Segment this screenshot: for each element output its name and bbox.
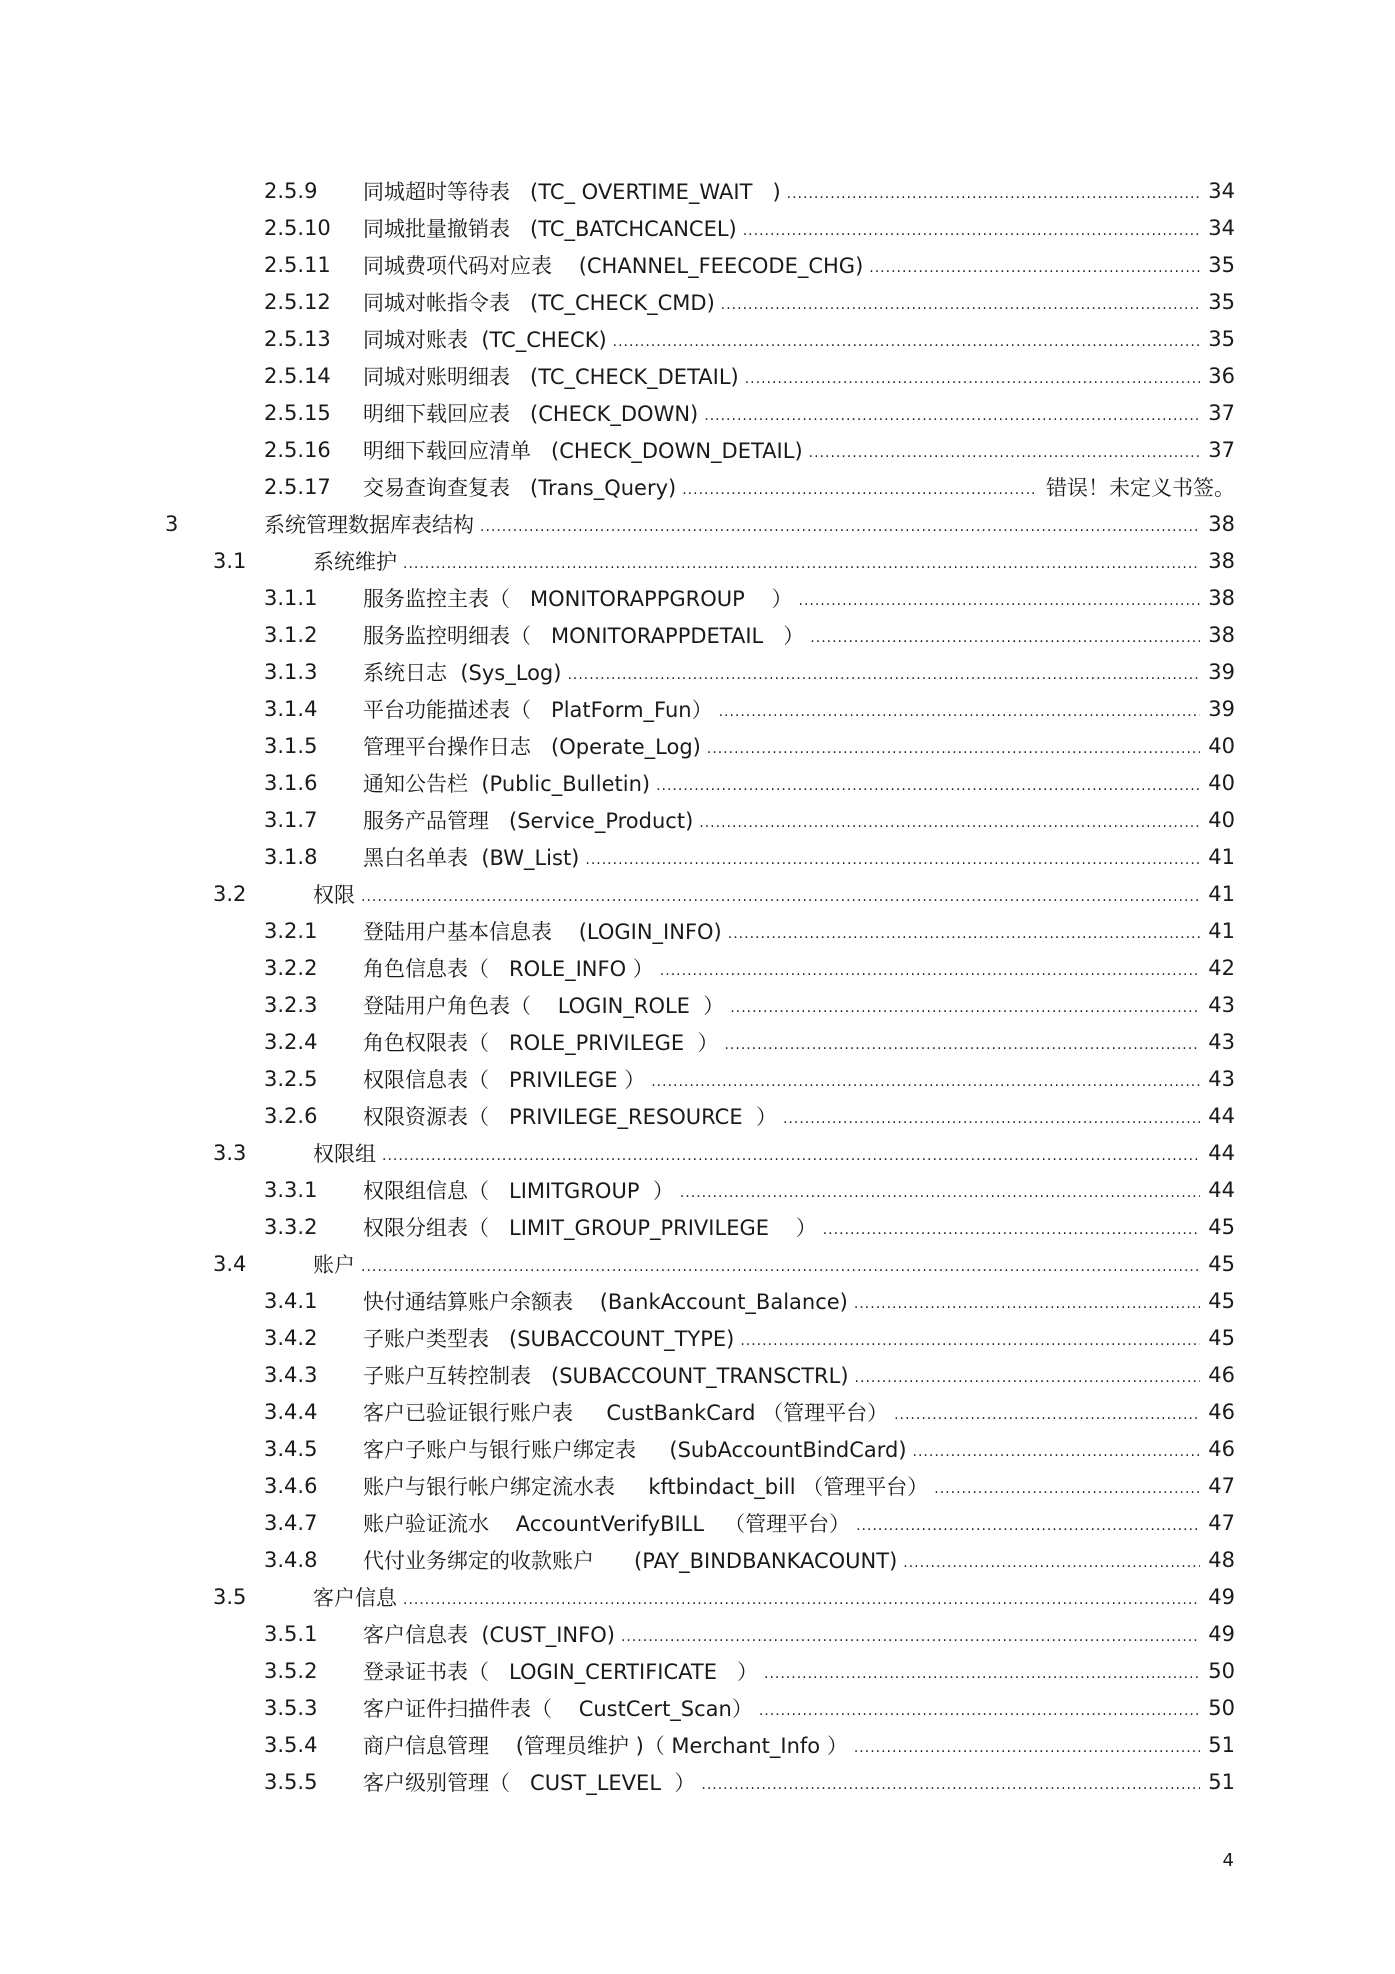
dot-leader <box>403 1586 1200 1608</box>
toc-entry-number: 3.5.3 <box>264 1695 318 1720</box>
toc-entry-body <box>363 1508 1235 1538</box>
toc-entry-body <box>363 731 1235 761</box>
toc-entry-number: 3.4.1 <box>264 1288 318 1313</box>
dot-leader <box>730 994 1200 1016</box>
toc-entry-title: 明细下载回应清单 (CHECK_DOWN_DETAIL) <box>363 438 803 463</box>
toc-entry-title: 同城对帐指令表 (TC_CHECK_CMD) <box>363 290 715 315</box>
toc-entry[interactable] <box>0 838 1395 875</box>
dot-leader <box>660 957 1200 979</box>
toc-entry[interactable] <box>0 1763 1395 1800</box>
toc-entry-title: 管理平台操作日志 (Operate_Log) <box>363 734 701 759</box>
toc-entry[interactable] <box>0 209 1395 246</box>
toc-entry-number: 2.5.12 <box>264 289 331 314</box>
toc-entry-page: 34 <box>1208 178 1235 203</box>
dot-leader <box>783 1105 1200 1127</box>
toc-entry-body <box>313 546 1235 576</box>
toc-entry[interactable] <box>0 1541 1395 1578</box>
toc-entry-number: 3.2.4 <box>264 1029 318 1054</box>
toc-entry-title: 系统管理数据库表结构 <box>264 512 474 537</box>
toc-entry[interactable] <box>0 912 1395 949</box>
toc-entry-page: 40 <box>1208 807 1235 832</box>
toc-entry[interactable] <box>0 542 1395 579</box>
toc-entry-number: 3.2.6 <box>264 1103 318 1128</box>
toc-entry-page: 45 <box>1208 1288 1235 1313</box>
toc-entry-number: 2.5.14 <box>264 363 331 388</box>
toc-entry[interactable] <box>0 1282 1395 1319</box>
toc-entry-page: 35 <box>1208 252 1235 277</box>
toc-entry-page: 46 <box>1208 1362 1235 1387</box>
toc-entry-title: 子账户互转控制表 (SUBACCOUNT_TRANSCTRL) <box>363 1363 849 1388</box>
toc-entry[interactable] <box>0 986 1395 1023</box>
dot-leader <box>903 1549 1200 1571</box>
toc-entry-title: 子账户类型表 (SUBACCOUNT_TYPE) <box>363 1326 735 1351</box>
toc-entry-number: 2.5.15 <box>264 400 331 425</box>
toc-entry-page: 45 <box>1208 1214 1235 1239</box>
dot-leader <box>728 920 1201 942</box>
toc-entry-title: 服务监控主表（ MONITORAPPGROUP ） <box>363 586 793 611</box>
dot-leader <box>856 1512 1200 1534</box>
toc-entry[interactable] <box>0 1319 1395 1356</box>
toc-entry-title: 快付通结算账户余额表 (BankAccount_Balance) <box>363 1289 848 1314</box>
toc-entry[interactable] <box>0 1023 1395 1060</box>
toc-entry-page: 37 <box>1208 400 1235 425</box>
toc-entry-number: 3.2 <box>213 881 247 906</box>
toc-entry[interactable] <box>0 1134 1395 1171</box>
toc-entry-number: 3.1.1 <box>264 585 318 610</box>
toc-entry-page: 44 <box>1208 1103 1235 1128</box>
toc-entry-title: 登陆用户基本信息表 (LOGIN_INFO) <box>363 919 722 944</box>
toc-entry-number: 3.1.4 <box>264 696 318 721</box>
toc-entry-page: 51 <box>1208 1732 1235 1757</box>
toc-entry-page: 39 <box>1208 659 1235 684</box>
toc-entry-title: 同城超时等待表 (TC_ OVERTIME_WAIT ) <box>363 179 781 204</box>
toc-entry-number: 3.1.8 <box>264 844 318 869</box>
toc-entry-body <box>363 1212 1235 1242</box>
toc-entry-number: 3.1.6 <box>264 770 318 795</box>
dot-leader <box>854 1734 1200 1756</box>
dot-leader <box>651 1068 1200 1090</box>
toc-entry-title: 服务监控明细表（ MONITORAPPDETAIL ） <box>363 623 805 648</box>
toc-entry[interactable] <box>0 394 1395 431</box>
dot-leader <box>823 1216 1201 1238</box>
toc-entry-title: 登录证书表（ LOGIN_CERTIFICATE ） <box>363 1659 758 1684</box>
toc-entry-page: 35 <box>1208 326 1235 351</box>
dot-leader <box>721 291 1200 313</box>
toc-entry-body <box>363 250 1235 280</box>
toc-entry-number: 3.5.2 <box>264 1658 318 1683</box>
toc-entry-body <box>363 1027 1235 1057</box>
toc-entry-page: 47 <box>1208 1510 1235 1535</box>
toc-entry-title: 系统日志 (Sys_Log) <box>363 660 562 685</box>
toc-entry-number: 3.4.5 <box>264 1436 318 1461</box>
toc-entry-title: 同城费项代码对应表 (CHANNEL_FEECODE_CHG) <box>363 253 864 278</box>
dot-leader <box>743 217 1201 239</box>
toc-entry-body <box>363 1175 1235 1205</box>
dot-leader <box>701 1771 1200 1793</box>
toc-entry-page: 38 <box>1208 622 1235 647</box>
toc-entry-body <box>363 287 1235 317</box>
toc-entry-number: 3.4.6 <box>264 1473 318 1498</box>
toc-entry-title: 权限 <box>313 882 355 907</box>
toc-entry[interactable] <box>0 949 1395 986</box>
dot-leader <box>361 883 1200 905</box>
toc-entry-body <box>363 324 1235 354</box>
toc-entry-body <box>363 1323 1235 1353</box>
dot-leader <box>809 439 1201 461</box>
toc-entry-page: 46 <box>1208 1436 1235 1461</box>
table-of-contents <box>0 172 1395 1800</box>
toc-entry-number: 3.4.2 <box>264 1325 318 1350</box>
toc-entry[interactable] <box>0 579 1395 616</box>
toc-entry-title: 客户信息表 (CUST_INFO) <box>363 1622 615 1647</box>
toc-entry-page: 45 <box>1208 1325 1235 1350</box>
toc-entry[interactable] <box>0 801 1395 838</box>
toc-entry-title: 账户验证流水 AccountVerifyBILL （管理平台） <box>363 1511 851 1536</box>
toc-entry-body <box>313 1249 1235 1279</box>
toc-entry-body <box>363 361 1235 391</box>
toc-entry[interactable] <box>0 875 1395 912</box>
toc-entry[interactable] <box>0 1171 1395 1208</box>
toc-entry-page: 34 <box>1208 215 1235 240</box>
dot-leader <box>680 1179 1200 1201</box>
toc-entry-number: 3.3.1 <box>264 1177 318 1202</box>
toc-entry-number: 3.5 <box>213 1584 247 1609</box>
toc-entry[interactable] <box>0 357 1395 394</box>
toc-entry-number: 2.5.13 <box>264 326 331 351</box>
toc-entry-page: 38 <box>1208 548 1235 573</box>
toc-entry-body <box>363 916 1235 946</box>
toc-entry[interactable] <box>0 1467 1395 1504</box>
toc-entry-title: 权限组信息（ LIMITGROUP ） <box>363 1178 674 1203</box>
toc-entry[interactable] <box>0 1652 1395 1689</box>
toc-entry-body <box>363 1397 1235 1427</box>
toc-entry-title: 交易查询查复表 (Trans_Query) <box>363 475 677 500</box>
toc-entry-number: 3.2.5 <box>264 1066 318 1091</box>
dot-leader <box>745 365 1201 387</box>
toc-entry[interactable] <box>0 1504 1395 1541</box>
dot-leader <box>810 624 1200 646</box>
toc-entry-body <box>363 1545 1235 1575</box>
toc-entry-number: 3.5.1 <box>264 1621 318 1646</box>
toc-entry-title: 登陆用户角色表（ LOGIN_ROLE ） <box>363 993 725 1018</box>
toc-entry[interactable] <box>0 1615 1395 1652</box>
dot-leader <box>913 1438 1201 1460</box>
toc-entry[interactable] <box>0 1097 1395 1134</box>
toc-entry[interactable] <box>0 1578 1395 1615</box>
toc-entry-page: 36 <box>1208 363 1235 388</box>
toc-entry-body <box>264 509 1235 539</box>
toc-entry[interactable] <box>0 468 1395 505</box>
toc-entry-title: 商户信息管理 (管理员维护 )（ Merchant_Info ） <box>363 1733 848 1758</box>
dot-leader <box>567 661 1200 683</box>
toc-entry-number: 3.4.8 <box>264 1547 318 1572</box>
toc-entry-page: 50 <box>1208 1658 1235 1683</box>
toc-entry-title: 服务产品管理 (Service_Product) <box>363 808 694 833</box>
toc-entry-body <box>363 583 1235 613</box>
dot-leader <box>704 402 1200 424</box>
toc-entry-page: 51 <box>1208 1769 1235 1794</box>
toc-entry-body <box>363 657 1235 687</box>
toc-entry-page: 49 <box>1208 1621 1235 1646</box>
toc-entry-body <box>363 398 1235 428</box>
toc-entry-body <box>363 1656 1235 1686</box>
toc-entry-number: 3.1.7 <box>264 807 318 832</box>
toc-entry-page: 41 <box>1208 844 1235 869</box>
toc-entry-number: 3.4 <box>213 1251 247 1276</box>
toc-entry[interactable] <box>0 1689 1395 1726</box>
toc-entry[interactable] <box>0 431 1395 468</box>
toc-entry-body <box>363 1101 1235 1131</box>
toc-entry-title: 客户子账户与银行账户绑定表 (SubAccountBindCard) <box>363 1437 907 1462</box>
dot-leader <box>740 1327 1200 1349</box>
toc-entry-page: 44 <box>1208 1140 1235 1165</box>
toc-entry[interactable] <box>0 653 1395 690</box>
toc-entry-page: 47 <box>1208 1473 1235 1498</box>
dot-leader <box>682 476 1038 498</box>
toc-entry-body <box>363 805 1235 835</box>
toc-entry-page: 44 <box>1208 1177 1235 1202</box>
dot-leader <box>759 1697 1200 1719</box>
toc-entry[interactable] <box>0 320 1395 357</box>
toc-entry-number: 3.5.5 <box>264 1769 318 1794</box>
toc-entry-number: 2.5.9 <box>264 178 318 203</box>
toc-entry-number: 2.5.17 <box>264 474 331 499</box>
toc-entry-number: 3.1 <box>213 548 247 573</box>
dot-leader <box>707 735 1200 757</box>
toc-entry-title: 客户级别管理（ CUST_LEVEL ） <box>363 1770 696 1795</box>
toc-entry[interactable] <box>0 1208 1395 1245</box>
toc-entry[interactable] <box>0 246 1395 283</box>
toc-entry[interactable] <box>0 1726 1395 1763</box>
toc-entry-title: 账户与银行帐户绑定流水表 kftbindact_bill （管理平台） <box>363 1474 929 1499</box>
toc-entry[interactable] <box>0 616 1395 653</box>
toc-entry-number: 2.5.11 <box>264 252 331 277</box>
toc-entry-page: 37 <box>1208 437 1235 462</box>
toc-entry-body <box>363 694 1235 724</box>
toc-entry-number: 3.1.3 <box>264 659 318 684</box>
toc-entry[interactable] <box>0 172 1395 209</box>
dot-leader <box>361 1253 1200 1275</box>
dot-leader <box>585 846 1200 868</box>
toc-entry-page: 45 <box>1208 1251 1235 1276</box>
dot-leader <box>613 328 1201 350</box>
dot-leader <box>787 180 1201 202</box>
toc-entry-title: 权限信息表（ PRIVILEGE ） <box>363 1067 646 1092</box>
toc-entry-body <box>313 1138 1235 1168</box>
toc-entry-page: 43 <box>1208 1066 1235 1091</box>
dot-leader <box>719 698 1201 720</box>
toc-entry-title: 客户信息 <box>313 1585 397 1610</box>
toc-entry-number: 3.3.2 <box>264 1214 318 1239</box>
dot-leader <box>855 1364 1201 1386</box>
toc-entry-page: 43 <box>1208 1029 1235 1054</box>
toc-entry-page: 43 <box>1208 992 1235 1017</box>
toc-entry-number: 3.3 <box>213 1140 247 1165</box>
toc-entry-body <box>363 472 1235 502</box>
toc-entry-page: 41 <box>1208 881 1235 906</box>
toc-entry-title: 客户已验证银行账户表 CustBankCard （管理平台） <box>363 1400 889 1425</box>
dot-leader <box>764 1660 1200 1682</box>
toc-entry-page: 50 <box>1208 1695 1235 1720</box>
toc-entry[interactable] <box>0 1356 1395 1393</box>
toc-entry[interactable] <box>0 764 1395 801</box>
dot-leader <box>699 809 1200 831</box>
toc-entry[interactable] <box>0 505 1395 542</box>
toc-entry-body <box>363 990 1235 1020</box>
toc-entry[interactable] <box>0 727 1395 764</box>
dot-leader <box>724 1031 1200 1053</box>
dot-leader <box>934 1475 1200 1497</box>
dot-leader <box>869 254 1200 276</box>
toc-entry-body <box>363 953 1235 983</box>
toc-entry-number: 3.2.1 <box>264 918 318 943</box>
toc-entry-title: 权限分组表（ LIMIT_GROUP_PRIVILEGE ） <box>363 1215 817 1240</box>
toc-entry-page: 41 <box>1208 918 1235 943</box>
toc-entry-title: 角色权限表（ ROLE_PRIVILEGE ） <box>363 1030 719 1055</box>
toc-entry[interactable] <box>0 1393 1395 1430</box>
toc-entry-body <box>363 1767 1235 1797</box>
toc-entry-title: 明细下载回应表 (CHECK_DOWN) <box>363 401 699 426</box>
toc-entry-body <box>363 620 1235 650</box>
toc-entry-number: 3.5.4 <box>264 1732 318 1757</box>
dot-leader <box>403 550 1200 572</box>
toc-entry-number: 3.2.2 <box>264 955 318 980</box>
toc-entry-body <box>363 176 1235 206</box>
toc-entry-body <box>313 879 1235 909</box>
toc-entry-body <box>363 213 1235 243</box>
toc-entry-number: 3.1.2 <box>264 622 318 647</box>
dot-leader <box>480 513 1200 535</box>
toc-entry[interactable] <box>0 283 1395 320</box>
toc-entry[interactable] <box>0 1430 1395 1467</box>
toc-entry-title: 代付业务绑定的收款账户 (PAY_BINDBANKACOUNT) <box>363 1548 898 1573</box>
toc-entry-page: 48 <box>1208 1547 1235 1572</box>
dot-leader <box>854 1290 1200 1312</box>
toc-entry-number: 3.4.3 <box>264 1362 318 1387</box>
toc-entry[interactable] <box>0 1245 1395 1282</box>
toc-entry-page: 49 <box>1208 1584 1235 1609</box>
toc-entry-title: 平台功能描述表（ PlatForm_Fun） <box>363 697 713 722</box>
toc-entry-number: 2.5.16 <box>264 437 331 462</box>
toc-entry-body <box>363 1286 1235 1316</box>
dot-leader <box>382 1142 1200 1164</box>
toc-entry-body <box>363 1471 1235 1501</box>
toc-entry-body <box>363 1730 1235 1760</box>
toc-entry-body <box>363 1434 1235 1464</box>
toc-entry-page: 39 <box>1208 696 1235 721</box>
toc-entry-page: 错误！未定义书签。 <box>1046 475 1235 500</box>
toc-entry-number: 3.1.5 <box>264 733 318 758</box>
toc-entry-body <box>363 768 1235 798</box>
page-number: 4 <box>1222 1850 1234 1871</box>
toc-entry-title: 系统维护 <box>313 549 397 574</box>
toc-entry-body <box>363 1619 1235 1649</box>
toc-entry-title: 同城对账表 (TC_CHECK) <box>363 327 607 352</box>
toc-entry-title: 黑白名单表 (BW_List) <box>363 845 580 870</box>
toc-entry-body <box>363 1693 1235 1723</box>
dot-leader <box>656 772 1200 794</box>
toc-entry-body <box>363 435 1235 465</box>
toc-entry-number: 3.4.4 <box>264 1399 318 1424</box>
toc-entry-title: 通知公告栏 (Public_Bulletin) <box>363 771 651 796</box>
toc-entry-number: 3 <box>165 511 179 536</box>
dot-leader <box>799 587 1201 609</box>
toc-entry[interactable] <box>0 690 1395 727</box>
dot-leader <box>894 1401 1200 1423</box>
toc-entry-title: 权限资源表（ PRIVILEGE_RESOURCE ） <box>363 1104 777 1129</box>
toc-entry-page: 38 <box>1208 511 1235 536</box>
toc-entry-number: 3.4.7 <box>264 1510 318 1535</box>
toc-entry-body <box>363 1064 1235 1094</box>
toc-entry-page: 46 <box>1208 1399 1235 1424</box>
toc-entry-body <box>363 1360 1235 1390</box>
dot-leader <box>621 1623 1200 1645</box>
toc-entry-page: 42 <box>1208 955 1235 980</box>
toc-entry-title: 角色信息表（ ROLE_INFO ） <box>363 956 654 981</box>
toc-entry-number: 2.5.10 <box>264 215 331 240</box>
toc-entry-title: 账户 <box>313 1252 355 1277</box>
toc-entry-page: 40 <box>1208 770 1235 795</box>
toc-entry-page: 35 <box>1208 289 1235 314</box>
toc-entry-body <box>363 842 1235 872</box>
toc-entry-title: 同城批量撤销表 (TC_BATCHCANCEL) <box>363 216 737 241</box>
toc-entry-body <box>313 1582 1235 1612</box>
toc-entry-title: 权限组 <box>313 1141 376 1166</box>
toc-entry-number: 3.2.3 <box>264 992 318 1017</box>
toc-entry-title: 客户证件扫描件表（ CustCert_Scan） <box>363 1696 753 1721</box>
toc-entry-page: 40 <box>1208 733 1235 758</box>
toc-entry-title: 同城对账明细表 (TC_CHECK_DETAIL) <box>363 364 739 389</box>
toc-entry-page: 38 <box>1208 585 1235 610</box>
toc-entry[interactable] <box>0 1060 1395 1097</box>
